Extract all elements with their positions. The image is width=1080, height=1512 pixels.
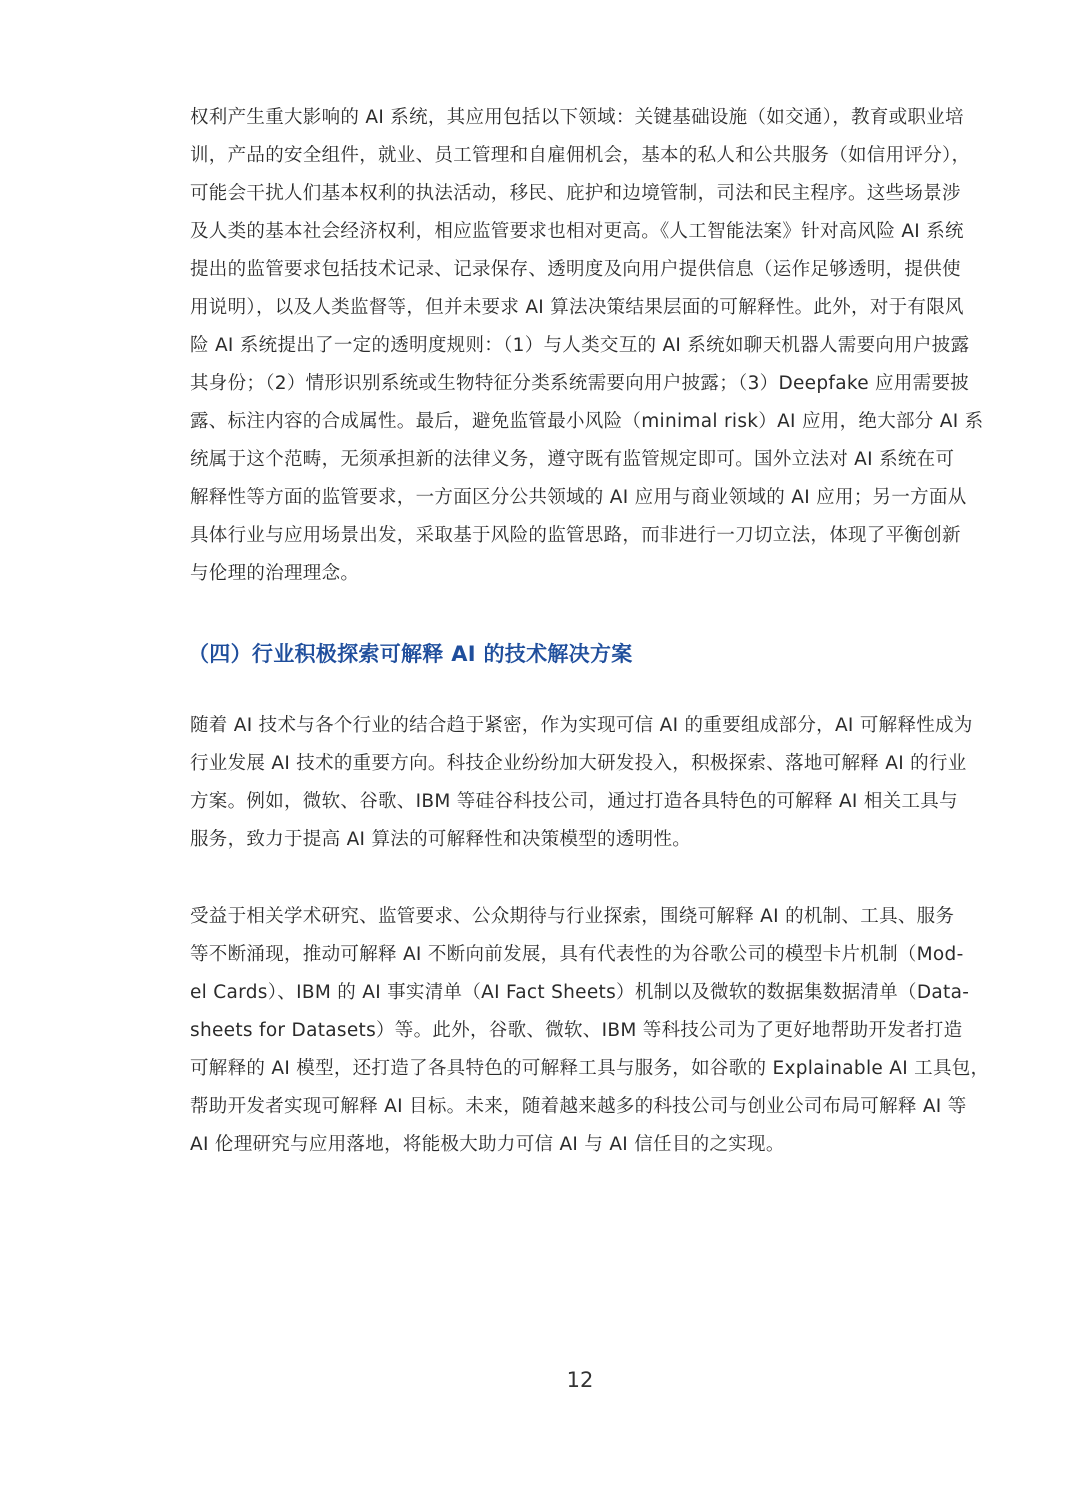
text-line: AI 伦理研究与应用落地，将能极大助力可信 AI 与 AI 信任目的之实现。 (190, 1134, 785, 1155)
text-line: 其身份；（2）情形识别系统或生物特征分类系统需要向用户披露；（3）Deepfake 应用需要披 (190, 373, 970, 394)
text-line: sheets for Datasets）等。此外，谷歌、微软、IBM 等科技公司为了更好地帮助开发者打造 (190, 1020, 963, 1041)
text-line: 帮助开发者实现可解释 AI 目标。未来，随着越来越多的科技公司与创业公司布局可解释 AI 等 (190, 1096, 967, 1117)
text-line: 提出的监管要求包括技术记录、记录保存、透明度及向用户提供信息（运作足够透明，提供使 (190, 259, 961, 280)
text-line: 权利产生重大影响的 AI 系统，其应用包括以下领域：关键基础设施（如交通），教育或职业培 (190, 107, 964, 128)
text-line: 解释性等方面的监管要求，一方面区分公共领域的 AI 应用与商业领域的 AI 应用；另一方面从 (190, 487, 967, 508)
text-line: 及人类的基本社会经济权利，相应监管要求也相对更高。《人工智能法案》针对高风险 AI 系统 (190, 221, 964, 242)
text-line: 统属于这个范畴，无须承担新的法律义务，遵守既有监管规定即可。国外立法对 AI 系统在可 (190, 449, 955, 470)
text-line: 与伦理的治理理念。 (190, 563, 360, 584)
text-line: 露、标注内容的合成属性。最后，避免监管最小风险（minimal risk）AI 应用，绝大部分 AI 系 (190, 411, 984, 432)
section-heading: （四）行业积极探索可解释 AI 的技术解决方案 (188, 642, 633, 666)
text-line: el Cards）、IBM 的 AI 事实清单（AI Fact Sheets）机制以及微软的数据集数据清单（Data- (190, 982, 970, 1003)
text-line: 可解释的 AI 模型，还打造了各具特色的可解释工具与服务，如谷歌的 Explainable AI 工具包， (190, 1058, 990, 1079)
paragraph-tools (190, 898, 990, 1164)
page-number: 12 (566, 1368, 594, 1392)
text-line: 险 AI 系统提出了一定的透明度规则：（1）与人类交互的 AI 系统如聊天机器人需要向用户披露 (190, 335, 970, 356)
text-line: 具体行业与应用场景出发，采取基于风险的监管思路，而非进行一刀切立法，体现了平衡创新 (190, 525, 961, 546)
text-line: 等不断涌现，推动可解释 AI 不断向前发展，具有代表性的为谷歌公司的模型卡片机制（Mod- (190, 944, 964, 965)
text-line: 可能会干扰人们基本权利的执法活动，移民、庇护和边境管制，司法和民主程序。这些场景涉 (190, 183, 961, 204)
text-line: 训，产品的安全组件，就业、员工管理和自雇佣机会，基本的私人和公共服务（如信用评分）， (190, 145, 971, 166)
text-line: 用说明），以及人类监督等，但并未要求 AI 算法决策结果层面的可解释性。此外，对于有限风 (190, 297, 964, 318)
text-line: 行业发展 AI 技术的重要方向。科技企业纷纷加大研发投入，积极探索、落地可解释 AI 的行业 (190, 753, 967, 774)
text-line: 受益于相关学术研究、监管要求、公众期待与行业探索，围绕可解释 AI 的机制、工具、服务 (190, 906, 955, 927)
text-line: 方案。例如，微软、谷歌、IBM 等硅谷科技公司，通过打造各具特色的可解释 AI 相关工具与 (190, 791, 958, 812)
paragraph-industry (190, 707, 990, 859)
paragraph-regulation (190, 99, 990, 593)
text-line: 服务，致力于提高 AI 算法的可解释性和决策模型的透明性。 (190, 829, 692, 850)
text-line: 随着 AI 技术与各个行业的结合趋于紧密，作为实现可信 AI 的重要组成部分，AI 可解释性成为 (190, 715, 973, 736)
